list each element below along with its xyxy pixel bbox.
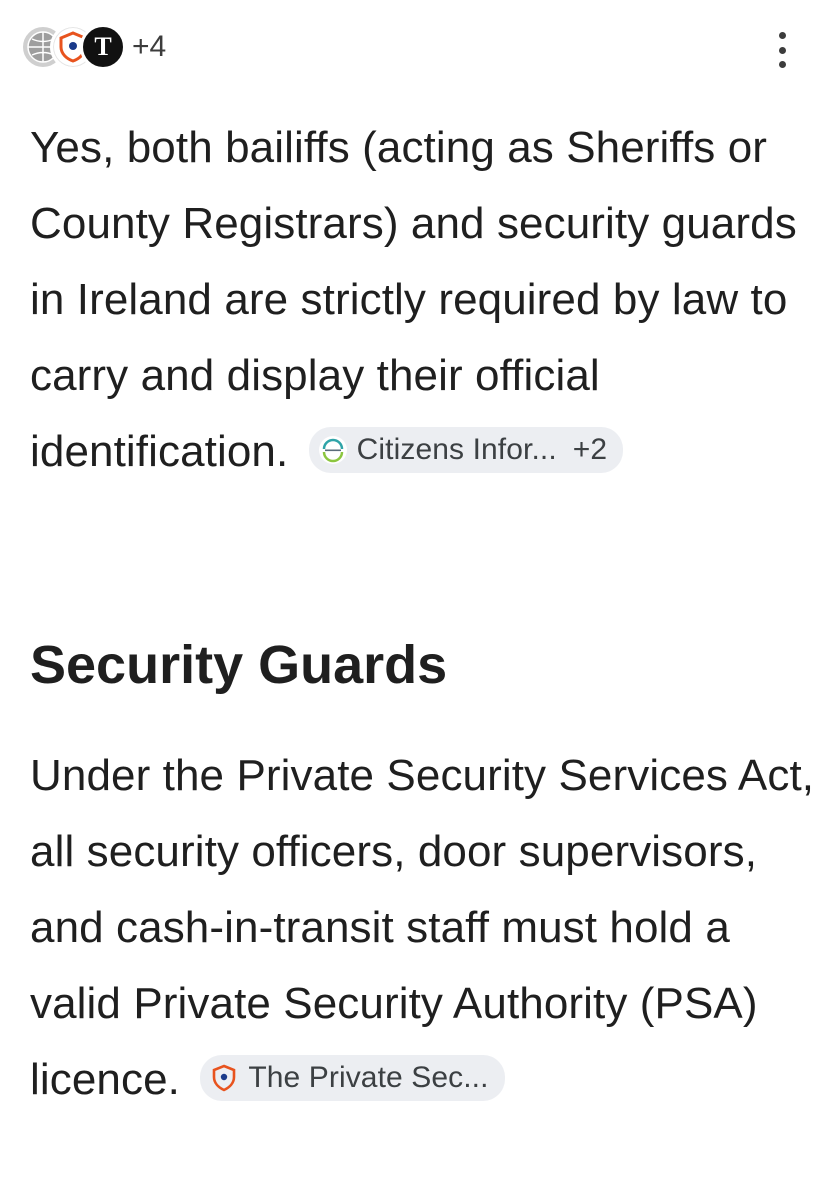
sources-header	[0, 0, 839, 100]
kebab-dot	[779, 61, 786, 68]
intro-paragraph	[30, 110, 820, 490]
section-text: Under the Private Security Services Act, all security officers, door supervisors, and cash-in-transit staff must hold a valid Private Security Authority (PSA) licence.	[30, 751, 815, 1104]
citation-extra-count: +2	[572, 433, 608, 467]
section-heading: Security Guards	[30, 635, 448, 695]
citizens-information-logo-icon	[319, 436, 347, 464]
source-avatars[interactable]	[20, 22, 166, 72]
citation-label: The Private Sec...	[248, 1061, 489, 1095]
section-paragraph	[30, 738, 820, 1118]
citation-chip-citizens-information[interactable]	[309, 427, 624, 473]
t-source-letter: T	[94, 32, 112, 61]
answer-content	[30, 110, 820, 1104]
intro-text: Yes, both bailiffs (acting as Sheriffs or County Registrars) and security guards in Ireland are strictly required by law to carry and display their official identification.	[30, 123, 797, 476]
psa-shield-icon	[210, 1064, 238, 1092]
kebab-dot	[779, 47, 786, 54]
citation-chip-private-security[interactable]	[200, 1055, 504, 1101]
more-sources-count: +4	[132, 30, 167, 63]
kebab-dot	[779, 32, 786, 39]
citation-label: Citizens Infor...	[356, 433, 557, 467]
more-vert-icon[interactable]	[767, 28, 797, 72]
t-source-icon	[80, 24, 126, 70]
